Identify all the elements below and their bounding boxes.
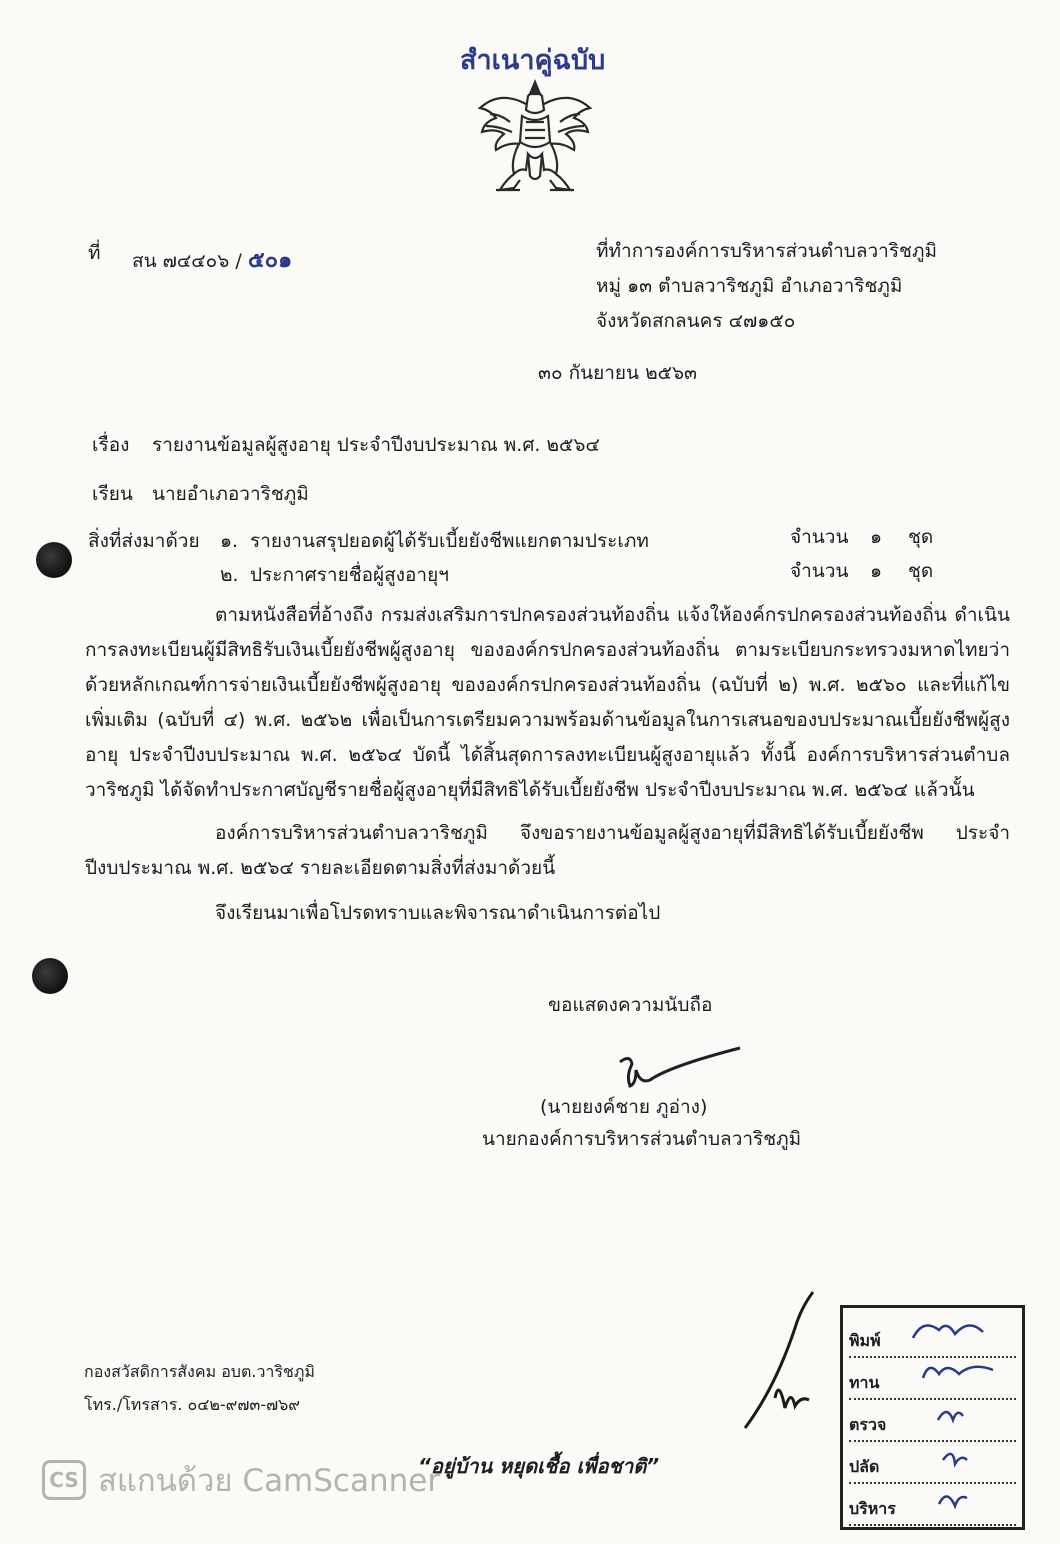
signature-mark xyxy=(590,1040,750,1100)
garuda-emblem-icon xyxy=(470,70,600,200)
closing-salutation: ขอแสดงความนับถือ xyxy=(548,994,713,1016)
recipient-text: นายอำเภอวาริชภูมิ xyxy=(152,483,309,505)
routing-row-label: พิมพ์ xyxy=(849,1331,881,1350)
camscanner-watermark-text: สแกนด้วย CamScanner xyxy=(98,1463,441,1499)
enclosure-item-qty-label: จำนวน xyxy=(790,560,849,582)
routing-row-label: บริหาร xyxy=(849,1499,896,1518)
body-paragraph-2: องค์การบริหารส่วนตำบลวาริชภูมิ จึงขอรายงานข้อมูลผู้สูงอายุที่มีสิทธิได้รับเบี้ยยังชีพ ประจำปีงบประมาณ พ.ศ. ๒๕๖๔ รายละเอียดตามสิ่งที่ส่งมาด้วยนี้ xyxy=(85,822,1010,879)
enclosure-item-qty: ๑ xyxy=(870,560,883,582)
routing-row-label: ปลัด xyxy=(849,1457,880,1476)
enclosures-label: สิ่งที่ส่งมาด้วย xyxy=(88,530,200,552)
enclosure-item-qty-label: จำนวน xyxy=(790,526,849,548)
enclosure-item-number: ๒. xyxy=(220,564,239,586)
recipient-label: เรียน xyxy=(92,483,133,505)
camscanner-watermark xyxy=(42,1455,440,1505)
subject-label: เรื่อง xyxy=(92,434,130,456)
camscanner-logo-icon: CS xyxy=(42,1460,86,1500)
sender-address-line3: จังหวัดสกลนคร ๔๗๑๕๐ xyxy=(596,310,796,332)
approval-signature-mark xyxy=(735,1288,845,1438)
reference-number: สน ๗๔๔๐๖ / xyxy=(132,250,242,272)
subject-text: รายงานข้อมูลผู้สูงอายุ ประจำปีงบประมาณ พ.ศ. ๒๕๖๔ xyxy=(152,434,600,456)
copy-stamp: สำเนาคู่ฉบับ xyxy=(460,45,606,76)
routing-stamp xyxy=(840,1305,1025,1530)
body-paragraph-3: จึงเรียนมาเพื่อโปรดทราบและพิจารณาดำเนินการต่อไป xyxy=(215,902,661,924)
routing-row-label: ทาน xyxy=(849,1373,880,1392)
enclosure-item-text: ประกาศรายชื่อผู้สูงอายุฯ xyxy=(250,564,449,586)
footer-department: กองสวัสดิการสังคม อบต.วาริชภูมิ xyxy=(84,1362,315,1381)
enclosure-item-number: ๑. xyxy=(220,530,239,552)
body-paragraph-1: ตามหนังสือที่อ้างถึง กรมส่งเสริมการปกครองส่วนท้องถิ่น แจ้งให้องค์กรปกครองส่วนท้องถิ่น ดำเนินการลงทะเบียนผู้มีสิทธิรับเงินเบี้ยยังชีพผู้สูงอายุ ขององค์กรปกครองส่วนท้องถิ่น ตามระเบียบกระทรวงมหาดไทยว่าด้วยหลักเกณฑ์การจ่ายเงินเบี้ยยังชีพผู้สูงอายุ ขององค์กรปกครองส่วนท้องถิ่น (ฉบับที่ ๒) พ.ศ. ๒๕๖๐ และที่แก้ไขเพิ่มเติม (ฉบับที่ ๔) พ.ศ. ๒๕๖๒ เพื่อเป็นการเตรียมความพร้อมด้านข้อมูลในการเสนอของบประมาณเบี้ยยังชีพผู้สูงอายุ ประจำปีงบประมาณ พ.ศ. ๒๕๖๔ บัดนี้ ได้สิ้นสุดการลงทะเบียนผู้สูงอายุแล้ว ทั้งนี้ องค์การบริหารส่วนตำบลวาริชภูมิ ได้จัดทำประกาศบัญชีรายชื่อผู้สูงอายุที่มีสิทธิได้รับเบี้ยยังชีพ ประจำปีงบประมาณ พ.ศ. ๒๕๖๔ แล้วนั้น xyxy=(85,604,1010,801)
letter-date: ๓๐ กันยายน ๒๕๖๓ xyxy=(538,362,698,384)
enclosure-item-unit: ชุด xyxy=(908,560,934,582)
signer-name: (นายยงค์ชาย ภูอ่าง) xyxy=(540,1096,708,1118)
sender-address-line2: หมู่ ๑๓ ตำบลวาริชภูมิ อำเภอวาริชภูมิ xyxy=(596,275,903,297)
footer-phone: โทร./โทรสาร. ๐๔๒-๙๗๓-๗๖๙ xyxy=(84,1395,301,1414)
signer-position: นายกองค์การบริหารส่วนตำบลวาริชภูมิ xyxy=(482,1128,802,1150)
sender-address-line1: ที่ทำการองค์การบริหารส่วนตำบลวาริชภูมิ xyxy=(596,240,937,262)
handwritten-reference-number: ๕๐๑ xyxy=(248,248,293,273)
punch-hole-top xyxy=(36,542,72,578)
footer-slogan: “อยู่บ้าน หยุดเชื้อ เพื่อชาติ” xyxy=(418,1454,660,1478)
enclosure-item-unit: ชุด xyxy=(908,526,934,548)
enclosure-item-qty: ๑ xyxy=(870,526,883,548)
reference-label: ที่ xyxy=(88,242,101,264)
routing-row-label: ตรวจ xyxy=(849,1415,887,1434)
routing-handwritten-initials xyxy=(843,1308,1023,1528)
punch-hole-bottom xyxy=(32,958,68,994)
enclosure-item-text: รายงานสรุปยอดผู้ได้รับเบี้ยยังชีพแยกตามประเภท xyxy=(250,530,649,552)
